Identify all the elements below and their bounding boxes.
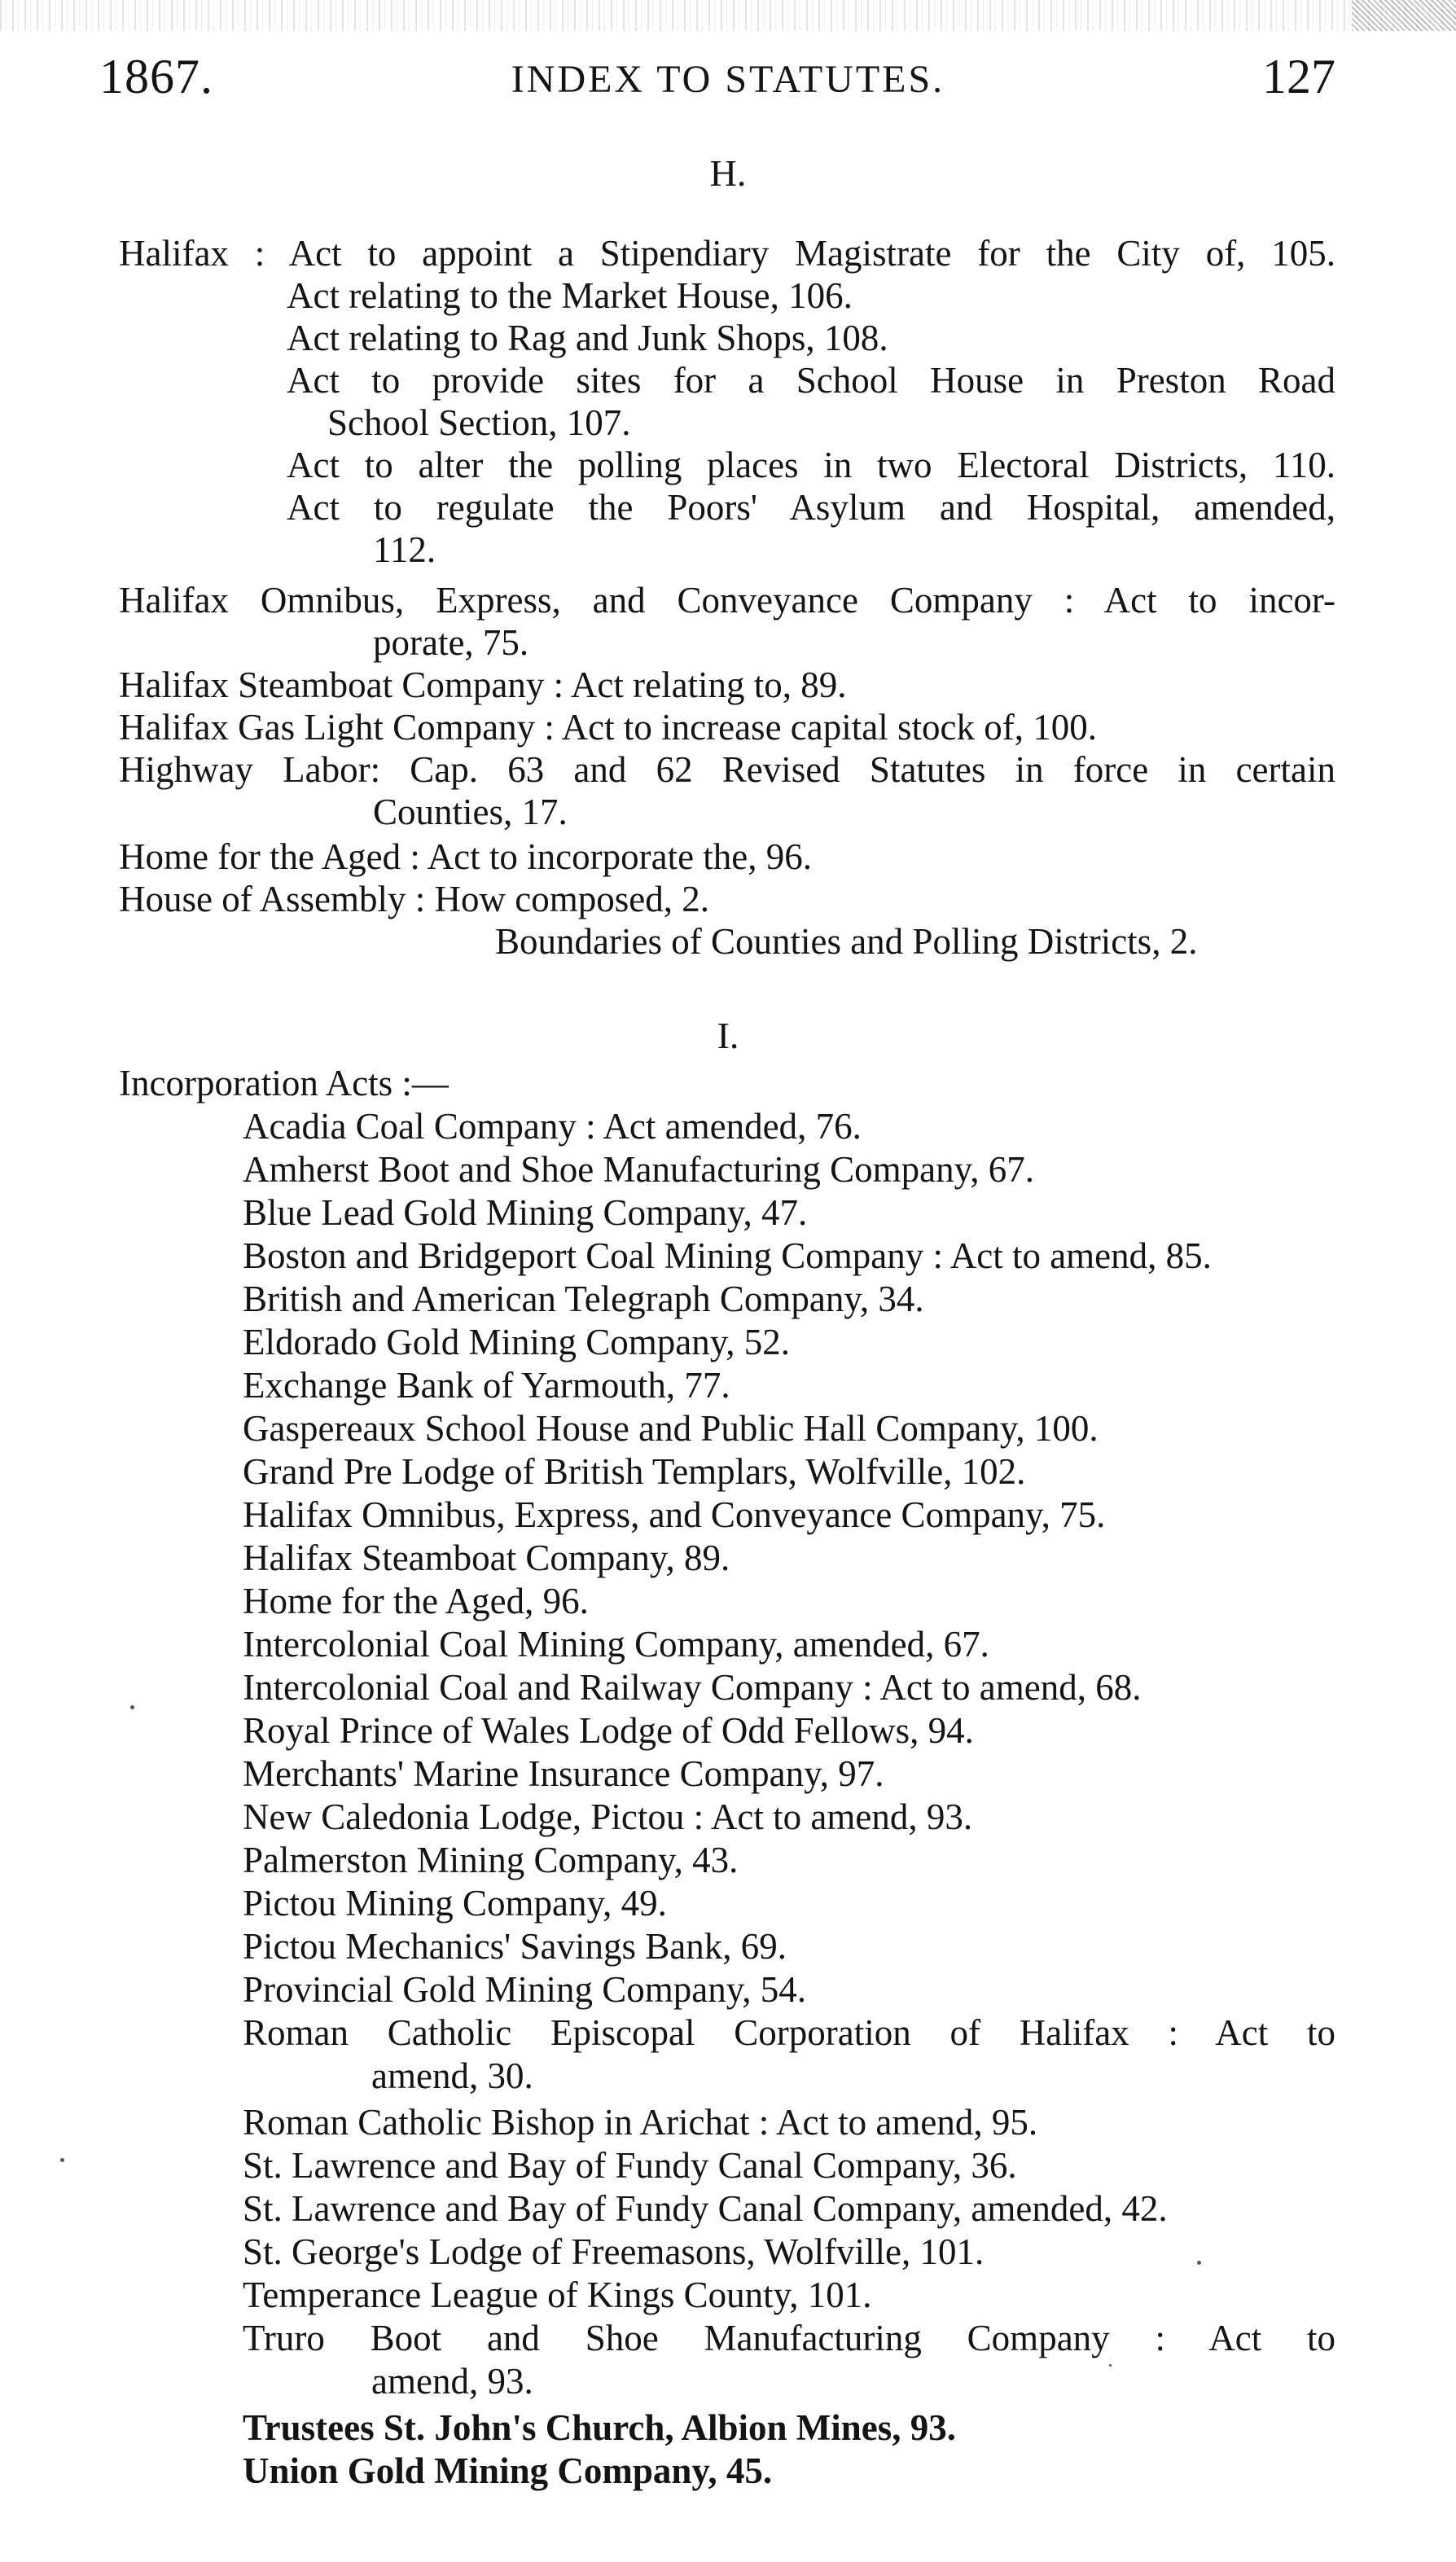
index-line: Halifax Omnibus, Express, and Conveyance Company, 75. — [243, 1494, 1106, 1535]
index-line: Palmerston Mining Company, 43. — [243, 1840, 739, 1880]
incorporation-acts-heading: Incorporation Acts :— — [119, 1063, 449, 1103]
index-line: Halifax Steamboat Company, 89. — [243, 1538, 730, 1578]
index-line: Pictou Mining Company, 49. — [243, 1883, 667, 1924]
index-line: Intercolonial Coal Mining Company, amended, 67. — [243, 1624, 989, 1665]
index-line: Highway Labor: Cap. 63 and 62 Revised Statutes in force in certain — [119, 749, 1335, 790]
page-header — [0, 49, 1456, 114]
index-line: Halifax Omnibus, Express, and Conveyance Company : Act to incor- — [119, 580, 1335, 621]
index-line: Pictou Mechanics' Savings Bank, 69. — [243, 1926, 787, 1967]
scan-speck — [60, 2158, 64, 2162]
index-line: Halifax Steamboat Company : Act relating to, 89. — [119, 665, 847, 705]
index-line: Grand Pre Lodge of British Templars, Wolfville, 102. — [243, 1451, 1026, 1492]
scan-speck — [1109, 2364, 1112, 2367]
index-line: Boundaries of Counties and Polling Districts, 2. — [495, 921, 1198, 962]
index-line: Act to regulate the Poors' Asylum and Hospital, amended, — [287, 487, 1335, 528]
index-line: Truro Boot and Shoe Manufacturing Company : Act to — [243, 2318, 1335, 2358]
index-line: Provincial Gold Mining Company, 54. — [243, 1969, 807, 2010]
index-line: Boston and Bridgeport Coal Mining Company : Act to amend, 85. — [243, 1235, 1212, 1276]
index-line: amend, 93. — [371, 2361, 533, 2402]
section-letter-h: H. — [709, 152, 747, 194]
section-letter-i: I. — [717, 1015, 739, 1056]
index-line: Roman Catholic Bishop in Arichat : Act to amend, 95. — [243, 2102, 1038, 2143]
index-line: New Caledonia Lodge, Pictou : Act to amend, 93. — [243, 1796, 973, 1837]
index-line: Exchange Bank of Yarmouth, 77. — [243, 1365, 730, 1406]
header-page-number: 127 — [1262, 50, 1335, 103]
scan-edge-noise — [0, 0, 1456, 31]
index-line: Merchants' Marine Insurance Company, 97. — [243, 1753, 884, 1794]
index-line: Gaspereaux School House and Public Hall Company, 100. — [243, 1408, 1099, 1449]
index-line: Acadia Coal Company : Act amended, 76. — [243, 1106, 862, 1147]
index-line: Union Gold Mining Company, 45. — [243, 2450, 773, 2491]
index-line: St. George's Lodge of Freemasons, Wolfville, 101. — [243, 2231, 985, 2272]
index-line: St. Lawrence and Bay of Fundy Canal Company, amended, 42. — [243, 2188, 1168, 2229]
scan-corner-noise — [1352, 0, 1456, 31]
scan-speck — [1197, 2261, 1201, 2265]
index-line: Act to provide sites for a School House in Preston Road — [287, 360, 1335, 401]
index-line: Eldorado Gold Mining Company, 52. — [243, 1322, 791, 1362]
index-line: Intercolonial Coal and Railway Company : Act to amend, 68. — [243, 1667, 1142, 1708]
index-line: British and American Telegraph Company, 34. — [243, 1279, 924, 1319]
index-line: St. Lawrence and Bay of Fundy Canal Company, 36. — [243, 2145, 1017, 2186]
index-line: Act relating to the Market House, 106. — [287, 275, 853, 316]
index-line: Counties, 17. — [373, 792, 568, 832]
index-line: House of Assembly : How composed, 2. — [119, 879, 709, 919]
index-line: Blue Lead Gold Mining Company, 47. — [243, 1192, 808, 1233]
index-line: Act to alter the polling places in two Electoral Districts, 110. — [287, 445, 1335, 485]
index-line: amend, 30. — [371, 2055, 533, 2096]
index-line: School Section, 107. — [327, 402, 631, 443]
index-line: Trustees St. John's Church, Albion Mines, 93. — [243, 2407, 956, 2448]
index-line: 112. — [373, 529, 436, 570]
index-line: Halifax Gas Light Company : Act to increase capital stock of, 100. — [119, 707, 1097, 748]
header-title: INDEX TO STATUTES. — [511, 58, 945, 101]
header-year: 1867. — [99, 50, 213, 103]
index-line: Temperance League of Kings County, 101. — [243, 2275, 872, 2315]
index-line: Royal Prince of Wales Lodge of Odd Fellows, 94. — [243, 1710, 974, 1751]
scan-speck — [130, 1705, 134, 1709]
index-line: Home for the Aged : Act to incorporate the, 96. — [119, 836, 813, 877]
index-line: Act relating to Rag and Junk Shops, 108. — [287, 318, 888, 358]
index-line: Home for the Aged, 96. — [243, 1581, 589, 1621]
index-line: Roman Catholic Episcopal Corporation of Halifax : Act to — [243, 2012, 1335, 2053]
index-line: Amherst Boot and Shoe Manufacturing Company, 67. — [243, 1149, 1034, 1190]
index-line: porate, 75. — [373, 622, 529, 663]
index-line: Halifax : Act to appoint a Stipendiary Magistrate for the City of, 105. — [119, 233, 1335, 274]
